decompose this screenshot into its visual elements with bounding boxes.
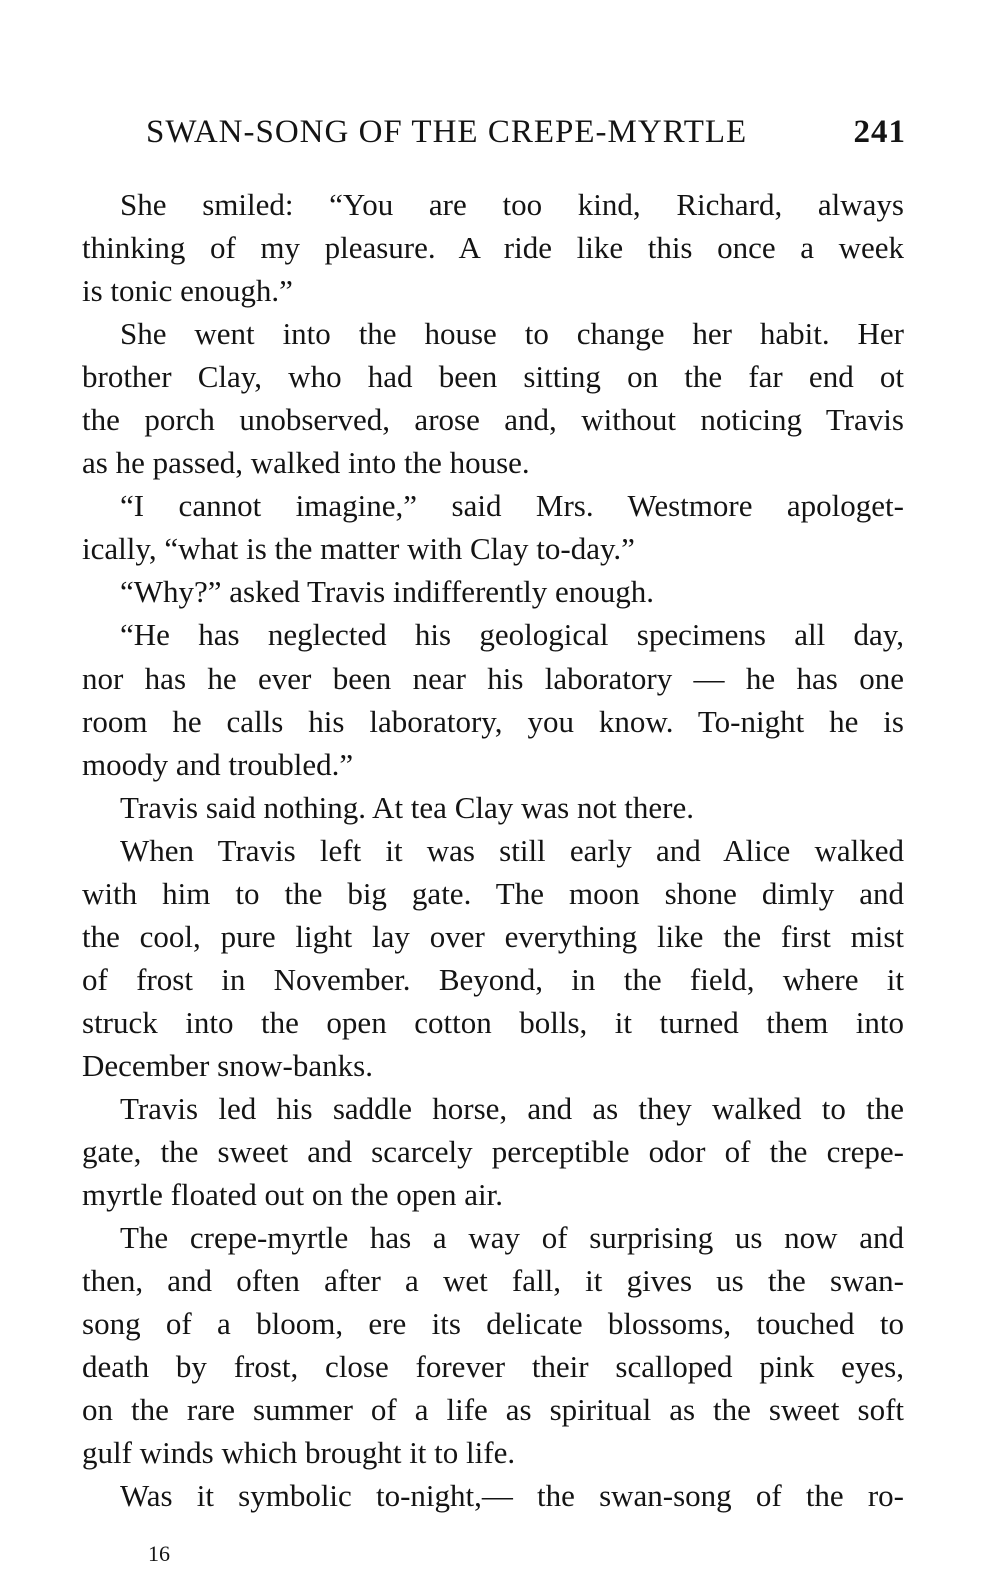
text-line: nor has he ever been near his laboratory — he has one: [82, 660, 904, 696]
text-line: then, and often after a wet fall, it gives us the swan-: [82, 1263, 904, 1299]
text-line: of frost in November. Beyond, in the field, where it: [82, 961, 904, 997]
text-line: moody and troubled.”: [82, 746, 354, 782]
text-line: brother Clay, who had been sitting on the far end ot: [82, 359, 904, 395]
text-line: room he calls his laboratory, you know. To-night he is: [82, 703, 904, 739]
text-line: with him to the big gate. The moon shone dimly and: [82, 875, 904, 911]
running-title: SWAN-SONG OF THE CREPE-MYRTLE: [146, 114, 748, 150]
text-line: The crepe-myrtle has a way of surprising us now and: [120, 1220, 904, 1256]
text-line: as he passed, walked into the house.: [82, 445, 530, 481]
text-line: Travis said nothing. At tea Clay was not there.: [120, 789, 695, 825]
text-line: death by frost, close forever their scalloped pink eyes,: [82, 1349, 904, 1385]
text-line: on the rare summer of a life as spiritual as the sweet soft: [82, 1392, 904, 1428]
page-number: 241: [853, 114, 906, 150]
signature-mark: 16: [148, 1541, 170, 1566]
text-line: struck into the open cotton bolls, it turned them into: [82, 1004, 904, 1040]
text-line: the cool, pure light lay over everything like the first mist: [82, 918, 904, 954]
text-line: gulf winds which brought it to life.: [82, 1435, 516, 1471]
text-line: is tonic enough.”: [82, 273, 293, 309]
text-line: December snow-banks.: [82, 1047, 373, 1083]
text-line: When Travis left it was still early and Alice walked: [120, 832, 904, 868]
text-line: She went into the house to change her habit. Her: [120, 316, 904, 352]
text-line: “Why?” asked Travis indifferently enough.: [120, 574, 655, 610]
text-line: gate, the sweet and scarcely perceptible odor of the crepe-: [82, 1134, 904, 1170]
text-line: myrtle floated out on the open air.: [82, 1177, 503, 1213]
text-line: She smiled: “You are too kind, Richard, always: [120, 187, 904, 222]
text-line: Travis led his saddle horse, and as they walked to the: [120, 1090, 904, 1126]
text-line: thinking of my pleasure. A ride like this once a week: [82, 230, 904, 266]
text-line: ically, “what is the matter with Clay to-day.”: [82, 531, 635, 567]
text-line: Was it symbolic to-night,— the swan-song of the ro-: [120, 1478, 904, 1514]
text-line: the porch unobserved, arose and, without noticing Travis: [82, 402, 904, 438]
body-text: [82, 183, 904, 1517]
text-line: song of a bloom, ere its delicate blossoms, touched to: [82, 1306, 904, 1342]
text-line: “He has neglected his geological specimens all day,: [120, 617, 904, 653]
text-line: “I cannot imagine,” said Mrs. Westmore apologet-: [120, 488, 904, 524]
